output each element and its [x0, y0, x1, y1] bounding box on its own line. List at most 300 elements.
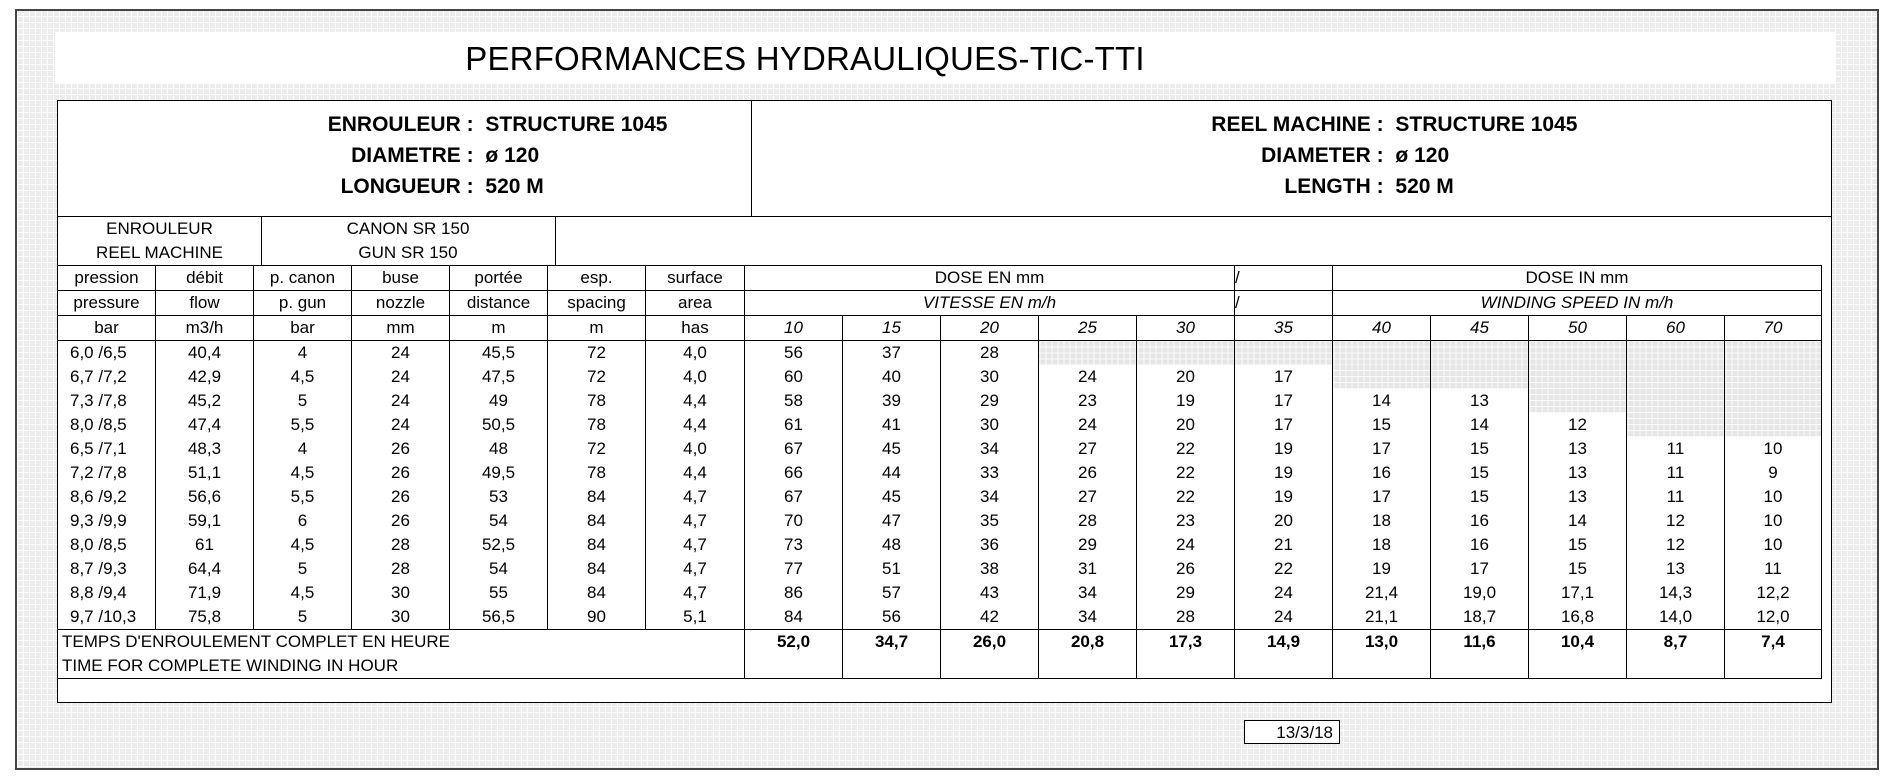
- header-en-line3: [752, 175, 1831, 199]
- data-cell: 53: [450, 485, 548, 509]
- column-header-fr: portée: [450, 266, 548, 291]
- empty-cell: [941, 654, 1039, 679]
- speed-cell: 60: [1627, 316, 1725, 341]
- dose-cell: 17: [1235, 365, 1333, 389]
- data-cell: 8,6 /9,2: [58, 485, 156, 509]
- dose-cell: 73: [745, 533, 843, 557]
- data-cell: 47,4: [156, 413, 254, 437]
- column-header-en: distance: [450, 291, 548, 316]
- dose-cell: 11: [1627, 437, 1725, 461]
- dose-cell: [1235, 341, 1333, 366]
- dose-cell: 33: [941, 461, 1039, 485]
- dose-cell: 15: [1529, 557, 1627, 581]
- data-cell: 4,5: [254, 365, 352, 389]
- table-row: [58, 341, 1822, 366]
- dose-cell: [1627, 413, 1725, 437]
- header-en-val1: STRUCTURE 1045: [1395, 113, 1578, 136]
- dose-cell: 31: [1039, 557, 1137, 581]
- dose-cell: 23: [1039, 389, 1137, 413]
- data-cell: 56,6: [156, 485, 254, 509]
- data-cell: 55: [450, 581, 548, 605]
- header-en-key1: REEL MACHINE :: [1211, 113, 1384, 136]
- data-cell: 4,7: [646, 485, 745, 509]
- dose-cell: 39: [843, 389, 941, 413]
- data-cell: 84: [548, 533, 646, 557]
- dose-cell: 42: [941, 605, 1039, 630]
- dose-cell: 16: [1431, 509, 1529, 533]
- dose-cell: 67: [745, 485, 843, 509]
- table-row: [58, 485, 1822, 509]
- dose-cell: 84: [745, 605, 843, 630]
- dose-cell: 60: [745, 365, 843, 389]
- dose-cell: 16,8: [1529, 605, 1627, 630]
- dose-cell: 12: [1627, 533, 1725, 557]
- winding-time-cell: 20,8: [1039, 630, 1137, 655]
- data-cell: 72: [548, 341, 646, 366]
- dose-cell: 61: [745, 413, 843, 437]
- dose-cell: 27: [1039, 437, 1137, 461]
- data-cell: 56,5: [450, 605, 548, 630]
- winding-time-cell: 26,0: [941, 630, 1039, 655]
- data-cell: 26: [352, 437, 450, 461]
- reel-label-fr: ENROULEUR: [106, 219, 213, 238]
- dose-cell: 34: [1039, 605, 1137, 630]
- data-cell: 9,3 /9,9: [58, 509, 156, 533]
- unit-cell: m3/h: [156, 316, 254, 341]
- group-label-block: [58, 217, 751, 265]
- data-cell: 7,2 /7,8: [58, 461, 156, 485]
- column-header-row-fr: [58, 266, 1822, 291]
- header-fr-key3: LONGUEUR :: [340, 175, 474, 198]
- dose-cell: 19: [1235, 437, 1333, 461]
- data-cell: 4,7: [646, 509, 745, 533]
- dose-cell: 37: [843, 341, 941, 366]
- dose-cell: 86: [745, 581, 843, 605]
- winding-time-cell: 52,0: [745, 630, 843, 655]
- dose-cell: 58: [745, 389, 843, 413]
- dose-cell: 57: [843, 581, 941, 605]
- dose-cell: 66: [745, 461, 843, 485]
- dose-cell: [1627, 389, 1725, 413]
- dose-cell: 15: [1333, 413, 1431, 437]
- winding-time-row: [58, 630, 1822, 655]
- dose-cell: 13: [1529, 461, 1627, 485]
- dose-cell: 20: [1235, 509, 1333, 533]
- dose-cell: 29: [1137, 581, 1235, 605]
- empty-cell: [1137, 654, 1235, 679]
- winding-label-fr: TEMPS D'ENROULEMENT COMPLET EN HEURE: [58, 630, 745, 655]
- data-cell: 24: [352, 389, 450, 413]
- dose-cell: 15: [1431, 437, 1529, 461]
- header-fr-line1: [58, 113, 751, 137]
- data-cell: 28: [352, 557, 450, 581]
- header-fr-val3: 520 M: [485, 175, 544, 198]
- data-cell: 30: [352, 581, 450, 605]
- header-fr-line3: [58, 175, 751, 199]
- dose-cell: 15: [1431, 461, 1529, 485]
- data-cell: 51,1: [156, 461, 254, 485]
- data-cell: 6,5 /7,1: [58, 437, 156, 461]
- dose-cell: [1137, 341, 1235, 366]
- data-cell: 8,0 /8,5: [58, 413, 156, 437]
- dose-cell: 19: [1137, 389, 1235, 413]
- column-header-en: flow: [156, 291, 254, 316]
- data-cell: 6: [254, 509, 352, 533]
- dose-cell: 56: [745, 341, 843, 366]
- table-row: [58, 581, 1822, 605]
- dose-cell: 18,7: [1431, 605, 1529, 630]
- column-header-en: p. gun: [254, 291, 352, 316]
- data-cell: 8,0 /8,5: [58, 533, 156, 557]
- dose-cell: 24: [1039, 413, 1137, 437]
- dose-cell: [1529, 341, 1627, 366]
- dose-cell: 21: [1235, 533, 1333, 557]
- data-cell: 42,9: [156, 365, 254, 389]
- data-cell: 49: [450, 389, 548, 413]
- speed-cell: 40: [1333, 316, 1431, 341]
- unit-cell: bar: [58, 316, 156, 341]
- data-cell: 4,7: [646, 557, 745, 581]
- table-row: [58, 557, 1822, 581]
- empty-cell: [1431, 654, 1529, 679]
- unit-cell: bar: [254, 316, 352, 341]
- header-fr-key1: ENROULEUR :: [327, 113, 474, 136]
- header-en-key2: DIAMETER :: [1261, 144, 1384, 167]
- dose-cell: 22: [1137, 485, 1235, 509]
- unit-cell: has: [646, 316, 745, 341]
- data-cell: 6,0 /6,5: [58, 341, 156, 366]
- data-cell: 49,5: [450, 461, 548, 485]
- dose-cell: 10: [1725, 485, 1822, 509]
- empty-cell: [1627, 654, 1725, 679]
- dose-cell: 35: [941, 509, 1039, 533]
- data-cell: 28: [352, 533, 450, 557]
- dose-cell: 16: [1333, 461, 1431, 485]
- dose-cell: 13: [1431, 389, 1529, 413]
- data-cell: 5: [254, 389, 352, 413]
- dose-cell: [1725, 389, 1822, 413]
- dose-cell: 11: [1725, 557, 1822, 581]
- data-cell: 84: [548, 509, 646, 533]
- dose-cell: [1627, 365, 1725, 389]
- data-cell: 64,4: [156, 557, 254, 581]
- empty-cell: [1235, 654, 1333, 679]
- column-header-row-en: [58, 291, 1822, 316]
- dose-cell: 30: [941, 413, 1039, 437]
- winding-time-row-en: [58, 654, 1822, 679]
- dose-cell: 12: [1627, 509, 1725, 533]
- dose-cell: 12,2: [1725, 581, 1822, 605]
- data-cell: 4,4: [646, 461, 745, 485]
- table-row: [58, 461, 1822, 485]
- dose-cell: 34: [941, 485, 1039, 509]
- reel-group-label: [58, 217, 262, 265]
- dose-cell: 21,4: [1333, 581, 1431, 605]
- dose-cell: 15: [1431, 485, 1529, 509]
- dose-cell: 14: [1431, 413, 1529, 437]
- winding-time-cell: 17,3: [1137, 630, 1235, 655]
- dose-cell: [1725, 341, 1822, 366]
- column-header-fr: esp.: [548, 266, 646, 291]
- dose-cell: 29: [1039, 533, 1137, 557]
- table-row: [58, 533, 1822, 557]
- dose-cell: 19,0: [1431, 581, 1529, 605]
- header-fr-key2: DIAMETRE :: [351, 144, 474, 167]
- dose-cell: 10: [1725, 533, 1822, 557]
- data-cell: 72: [548, 437, 646, 461]
- data-cell: 84: [548, 557, 646, 581]
- winding-time-cell: 8,7: [1627, 630, 1725, 655]
- data-cell: 4,5: [254, 533, 352, 557]
- dose-cell: 24: [1137, 533, 1235, 557]
- speed-cell: 30: [1137, 316, 1235, 341]
- winding-time-cell: 11,6: [1431, 630, 1529, 655]
- column-header-en: spacing: [548, 291, 646, 316]
- data-cell: 54: [450, 557, 548, 581]
- empty-cell: [1529, 654, 1627, 679]
- data-cell: 45,2: [156, 389, 254, 413]
- data-cell: 8,7 /9,3: [58, 557, 156, 581]
- data-cell: 48,3: [156, 437, 254, 461]
- speed-cell: 10: [745, 316, 843, 341]
- data-cell: 30: [352, 605, 450, 630]
- data-cell: 4,4: [646, 389, 745, 413]
- header-en-line2: [752, 144, 1831, 168]
- header-en-key3: LENGTH :: [1284, 175, 1384, 198]
- dose-cell: 45: [843, 437, 941, 461]
- reel-label-en: REEL MACHINE: [96, 243, 223, 262]
- data-cell: 4,5: [254, 581, 352, 605]
- data-cell: 48: [450, 437, 548, 461]
- dose-cell: 17: [1235, 413, 1333, 437]
- dose-cell: 17: [1235, 389, 1333, 413]
- data-cell: 50,5: [450, 413, 548, 437]
- dose-cell: 26: [1039, 461, 1137, 485]
- data-cell: 72: [548, 365, 646, 389]
- data-cell: 4,0: [646, 437, 745, 461]
- data-cell: 26: [352, 485, 450, 509]
- dose-cell: 28: [1039, 509, 1137, 533]
- column-header-en: pressure: [58, 291, 156, 316]
- speed-separator: /: [1235, 291, 1333, 316]
- units-row: [58, 316, 1822, 341]
- column-header-fr: débit: [156, 266, 254, 291]
- winding-time-cell: 7,4: [1725, 630, 1822, 655]
- dose-cell: 14,0: [1627, 605, 1725, 630]
- dose-cell: 18: [1333, 509, 1431, 533]
- dose-cell: 11: [1627, 485, 1725, 509]
- speed-cell: 50: [1529, 316, 1627, 341]
- data-cell: 84: [548, 581, 646, 605]
- dose-cell: 9: [1725, 461, 1822, 485]
- data-cell: 84: [548, 485, 646, 509]
- speed-header-fr: VITESSE EN m/h: [745, 291, 1235, 316]
- dose-cell: [1333, 341, 1431, 366]
- speed-header-en: WINDING SPEED IN m/h: [1333, 291, 1822, 316]
- dose-header-fr: DOSE EN mm: [745, 266, 1235, 291]
- dose-cell: 17: [1333, 437, 1431, 461]
- table-row: [58, 413, 1822, 437]
- dose-header-en: DOSE IN mm: [1333, 266, 1822, 291]
- gun-label-fr: CANON SR 150: [346, 219, 470, 238]
- data-cell: 4,4: [646, 413, 745, 437]
- speed-cell: 70: [1725, 316, 1822, 341]
- empty-cell: [745, 654, 843, 679]
- dose-separator: /: [1235, 266, 1333, 291]
- dose-cell: 20: [1137, 365, 1235, 389]
- data-cell: 47,5: [450, 365, 548, 389]
- data-cell: 61: [156, 533, 254, 557]
- data-cell: 26: [352, 461, 450, 485]
- dose-cell: [1039, 341, 1137, 366]
- table-row: [58, 365, 1822, 389]
- dose-cell: 34: [941, 437, 1039, 461]
- data-cell: 8,8 /9,4: [58, 581, 156, 605]
- dose-cell: 10: [1725, 509, 1822, 533]
- data-cell: 5: [254, 557, 352, 581]
- column-header-fr: p. canon: [254, 266, 352, 291]
- dose-cell: 14: [1333, 389, 1431, 413]
- data-cell: 4,7: [646, 581, 745, 605]
- speed-cell: 15: [843, 316, 941, 341]
- dose-cell: 40: [843, 365, 941, 389]
- dose-cell: 13: [1529, 485, 1627, 509]
- header-fr-val2: ø 120: [485, 144, 540, 167]
- dose-cell: 27: [1039, 485, 1137, 509]
- dose-cell: 34: [1039, 581, 1137, 605]
- dose-cell: 38: [941, 557, 1039, 581]
- winding-time-cell: 34,7: [843, 630, 941, 655]
- dose-cell: 19: [1333, 557, 1431, 581]
- dose-cell: 70: [745, 509, 843, 533]
- data-cell: 78: [548, 389, 646, 413]
- dose-cell: 56: [843, 605, 941, 630]
- data-cell: 4,5: [254, 461, 352, 485]
- dose-cell: 26: [1137, 557, 1235, 581]
- dose-cell: 19: [1235, 461, 1333, 485]
- dose-cell: 10: [1725, 437, 1822, 461]
- dose-cell: [1725, 413, 1822, 437]
- title-band: [55, 32, 1835, 84]
- data-cell: 75,8: [156, 605, 254, 630]
- data-cell: 9,7 /10,3: [58, 605, 156, 630]
- data-cell: 26: [352, 509, 450, 533]
- dose-cell: 12: [1529, 413, 1627, 437]
- document-title: PERFORMANCES HYDRAULIQUES-TIC-TTI: [465, 40, 1145, 77]
- data-cell: 5,5: [254, 413, 352, 437]
- dose-cell: 24: [1039, 365, 1137, 389]
- data-cell: 45,5: [450, 341, 548, 366]
- data-cell: 7,3 /7,8: [58, 389, 156, 413]
- table-row: [58, 605, 1822, 630]
- unit-cell: m: [548, 316, 646, 341]
- column-header-en: area: [646, 291, 745, 316]
- empty-cell: [1333, 654, 1431, 679]
- dose-cell: 17,1: [1529, 581, 1627, 605]
- data-cell: 6,7 /7,2: [58, 365, 156, 389]
- dose-cell: 36: [941, 533, 1039, 557]
- header-fr: [58, 101, 751, 216]
- dose-cell: 28: [941, 341, 1039, 366]
- dose-cell: 13: [1627, 557, 1725, 581]
- column-header-fr: buse: [352, 266, 450, 291]
- dose-cell: 14: [1529, 509, 1627, 533]
- column-header-fr: pression: [58, 266, 156, 291]
- data-cell: 4,7: [646, 533, 745, 557]
- dose-cell: 43: [941, 581, 1039, 605]
- data-cell: 90: [548, 605, 646, 630]
- dose-cell: [1431, 341, 1529, 366]
- dose-cell: 24: [1235, 605, 1333, 630]
- dose-cell: 12,0: [1725, 605, 1822, 630]
- dose-cell: 17: [1431, 557, 1529, 581]
- speed-cell: 20: [941, 316, 1039, 341]
- data-cell: 24: [352, 341, 450, 366]
- dose-cell: [1725, 365, 1822, 389]
- dose-cell: 15: [1529, 533, 1627, 557]
- dose-cell: [1627, 341, 1725, 366]
- dose-cell: [1431, 365, 1529, 389]
- data-cell: 4,0: [646, 365, 745, 389]
- data-cell: 5: [254, 605, 352, 630]
- dose-cell: 41: [843, 413, 941, 437]
- data-cell: 71,9: [156, 581, 254, 605]
- data-cell: 24: [352, 365, 450, 389]
- data-cell: 78: [548, 413, 646, 437]
- empty-cell: [1039, 654, 1137, 679]
- dose-cell: [1529, 389, 1627, 413]
- dose-cell: 22: [1137, 461, 1235, 485]
- table-header: [58, 101, 1831, 217]
- empty-cell: [843, 654, 941, 679]
- dose-cell: 22: [1235, 557, 1333, 581]
- dose-cell: 51: [843, 557, 941, 581]
- dose-cell: 14,3: [1627, 581, 1725, 605]
- dose-cell: 48: [843, 533, 941, 557]
- dose-cell: 67: [745, 437, 843, 461]
- data-grid: [57, 265, 1822, 679]
- dose-cell: 21,1: [1333, 605, 1431, 630]
- data-cell: 59,1: [156, 509, 254, 533]
- dose-cell: 45: [843, 485, 941, 509]
- header-en: [751, 101, 1831, 216]
- dose-cell: 24: [1235, 581, 1333, 605]
- table-row: [58, 509, 1822, 533]
- header-fr-val1: STRUCTURE 1045: [485, 113, 668, 136]
- data-cell: 54: [450, 509, 548, 533]
- header-fr-line2: [58, 144, 751, 168]
- dose-cell: 16: [1431, 533, 1529, 557]
- winding-time-cell: 14,9: [1235, 630, 1333, 655]
- column-header-en: nozzle: [352, 291, 450, 316]
- winding-time-cell: 13,0: [1333, 630, 1431, 655]
- column-header-fr: surface: [646, 266, 745, 291]
- dose-cell: [1333, 365, 1431, 389]
- data-cell: 5,5: [254, 485, 352, 509]
- winding-label-en: TIME FOR COMPLETE WINDING IN HOUR: [58, 654, 745, 679]
- header-en-val2: ø 120: [1395, 144, 1450, 167]
- table-row: [58, 389, 1822, 413]
- dose-cell: 20: [1137, 413, 1235, 437]
- data-cell: 5,1: [646, 605, 745, 630]
- dose-cell: 17: [1333, 485, 1431, 509]
- winding-time-cell: 10,4: [1529, 630, 1627, 655]
- header-en-line1: [752, 113, 1831, 137]
- speed-cell: 25: [1039, 316, 1137, 341]
- data-cell: 24: [352, 413, 450, 437]
- dose-cell: 22: [1137, 437, 1235, 461]
- dose-cell: 13: [1529, 437, 1627, 461]
